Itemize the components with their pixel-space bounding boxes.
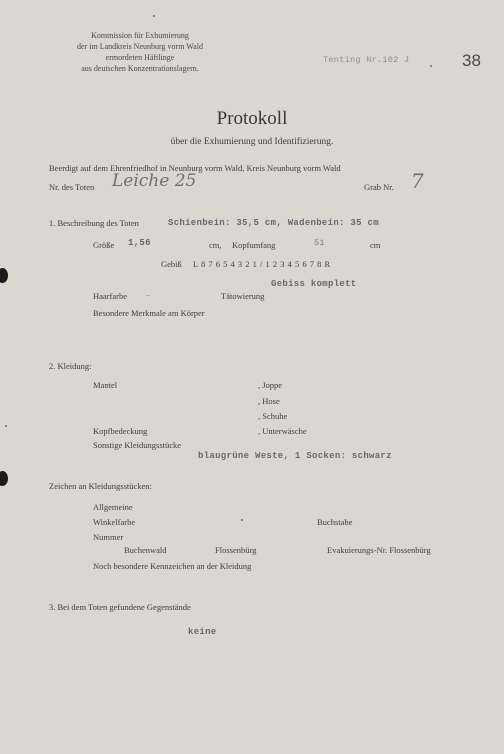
- groesse-value: 1,56: [128, 238, 151, 248]
- kopfumfang-label: Kopfumfang: [232, 240, 276, 250]
- paper-speck: [153, 15, 155, 17]
- section1-heading: 1. Beschreibung des Toten: [49, 218, 139, 228]
- grab-nr-value: 7: [411, 169, 424, 193]
- hose-label: , Hose: [258, 396, 280, 406]
- gebiss-typed: Gebiss komplett: [271, 279, 357, 289]
- buchstabe-label: Buchstabe: [317, 517, 353, 527]
- unterwaesche-label: , Unterwäsche: [258, 426, 307, 436]
- paper-speck: [241, 519, 243, 521]
- groesse-label: Größe: [93, 240, 115, 250]
- cm-unit-2: cm: [370, 240, 381, 250]
- sonstige-typed: blaugrüne Weste, 1 Socken: schwarz: [198, 451, 392, 461]
- org-line-4: aus deutschen Konzentrationslagern.: [81, 64, 199, 73]
- page-number: 38: [462, 51, 481, 70]
- reference-stamp: Tenting Nr.102 J: [323, 55, 410, 65]
- cm-unit-1: cm,: [209, 240, 222, 250]
- merkmale-label: Besondere Merkmale am Körper: [93, 308, 205, 318]
- page-title: Protokoll: [216, 108, 288, 129]
- gebiss-chart: L 8 7 6 5 4 3 2 1 / 1 2 3 4 5 6 7 8 R: [193, 259, 331, 269]
- toten-nr-value: Leiche 25: [112, 171, 197, 191]
- bone-measurements: Schienbein: 35,5 cm, Wadenbein: 35 cm: [168, 218, 379, 228]
- section3-heading: 3. Bei dem Toten gefundene Gegenstände: [49, 602, 191, 612]
- gebiss-label: Gebiß: [161, 259, 182, 269]
- haarfarbe-label: Haarfarbe: [93, 291, 127, 301]
- allgemeine-label: Allgemeine: [93, 502, 133, 512]
- org-line-1: Kommission für Exhumierung: [91, 31, 189, 40]
- paper-speck: [430, 65, 432, 67]
- kopfbedeckung-label: Kopfbedeckung: [93, 426, 148, 436]
- taetowierung-label: Tätowierung: [221, 291, 265, 301]
- haarfarbe-dash: –: [146, 289, 151, 299]
- joppe-label: , Joppe: [258, 380, 283, 390]
- org-line-2: der im Landkreis Neunburg vorm Wald: [77, 42, 203, 51]
- buchenwald-label: Buchenwald: [124, 545, 167, 555]
- section2-heading: 2. Kleidung:: [49, 361, 92, 371]
- zeichen-heading: Zeichen an Kleidungsstücken:: [49, 481, 152, 491]
- page-subtitle: über die Exhumierung und Identifizierung.: [170, 137, 334, 147]
- punch-hole-bottom: [0, 471, 8, 486]
- mantel-label: Mantel: [93, 380, 118, 390]
- sonstige-label: Sonstige Kleidungsstücke: [93, 440, 182, 450]
- nummer-label: Nummer: [93, 532, 124, 542]
- grab-nr-label: Grab Nr.: [364, 182, 394, 192]
- punch-hole-top: [0, 268, 8, 283]
- gegenstaende-typed: keine: [188, 627, 217, 637]
- org-line-3: ermordeten Häftlinge: [105, 53, 175, 62]
- winkelfarbe-label: Winkelfarbe: [93, 517, 136, 527]
- toten-nr-label: Nr. des Toten: [49, 182, 95, 192]
- evakuierung-label: Evakuierungs-Nr. Flossenbürg: [327, 545, 431, 555]
- schuhe-label: , Schuhe: [258, 411, 288, 421]
- kopfumfang-value: 51: [314, 238, 325, 248]
- kennzeichen-label: Noch besondere Kennzeichen an der Kleidung: [93, 561, 252, 571]
- flossenbuerg-label: Flossenbürg: [215, 545, 257, 555]
- burial-line: Beerdigt auf dem Ehrenfriedhof in Neunburg vorm Wald, Kreis Neunburg vorm Wald: [49, 163, 341, 173]
- paper-speck: [5, 425, 7, 427]
